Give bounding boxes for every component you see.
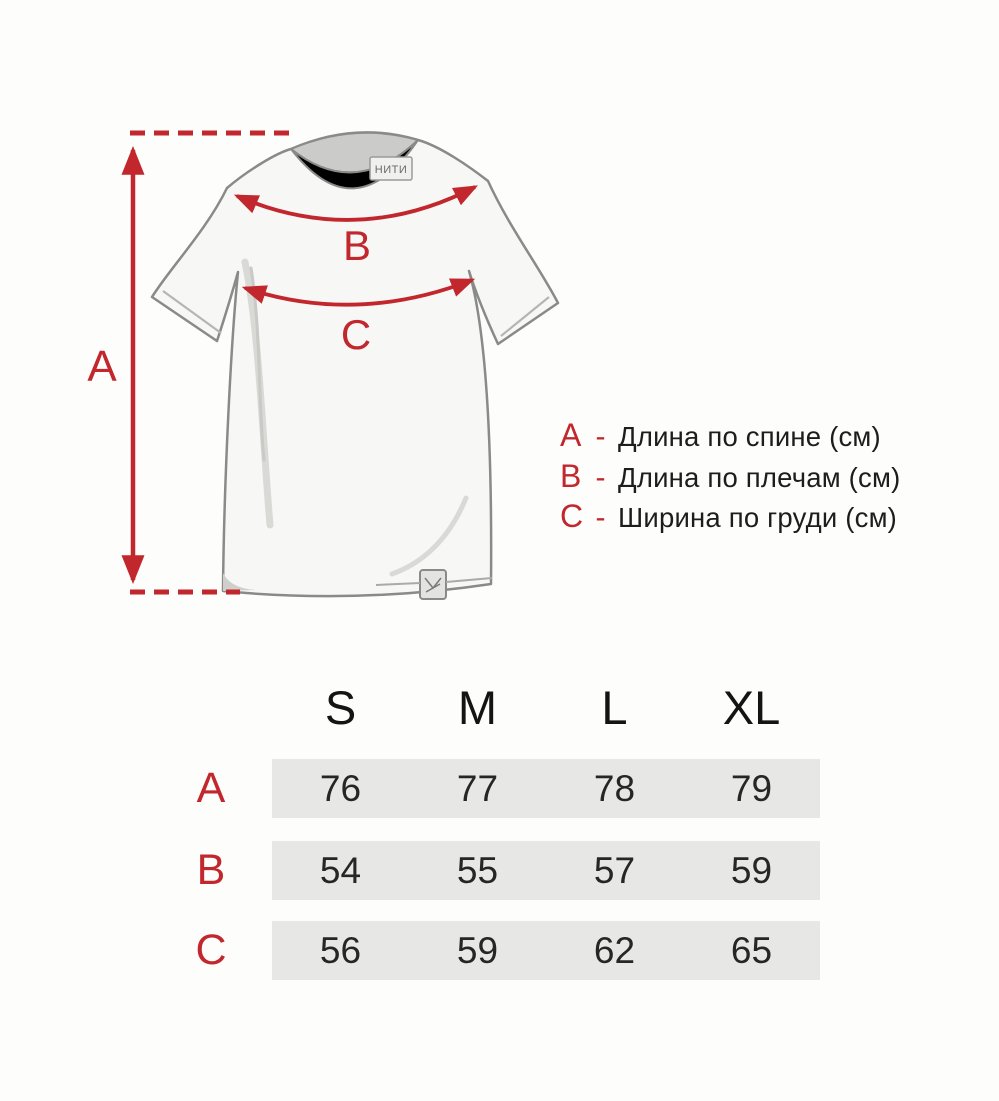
size-value: 57 [593, 850, 636, 891]
collar-tag-text: НИТИ [374, 164, 408, 176]
hem-tag [420, 570, 446, 599]
legend-text-b: Длина по плечам (см) [618, 461, 901, 493]
measure-a-label: A [87, 342, 117, 391]
legend-text-c: Ширина по груди (см) [618, 502, 898, 533]
table-row-label-c: C [195, 926, 227, 974]
size-table-header [272, 681, 820, 734]
size-value: 79 [730, 768, 773, 809]
size-value: 54 [319, 850, 362, 891]
legend-text-a: Длина по спине (см) [618, 421, 881, 452]
size-column-header-s: S [324, 681, 357, 734]
table-row-label-b: B [196, 846, 226, 894]
size-column-header-m: M [457, 681, 498, 734]
size-value: 78 [593, 768, 636, 809]
legend-row-b [560, 458, 900, 499]
legend-dash: - [595, 501, 606, 534]
size-value: 55 [456, 850, 499, 891]
measure-b-label: B [342, 222, 372, 269]
size-value: 59 [456, 930, 499, 971]
legend-dash: - [595, 420, 606, 453]
tshirt-body [152, 132, 558, 596]
size-value: 59 [730, 850, 773, 891]
legend-letter-b: B [560, 457, 582, 494]
table-row-label-a: A [196, 764, 226, 812]
measure-c-label: C [340, 311, 372, 358]
legend-letter-c: C [560, 498, 584, 534]
size-value: 76 [319, 768, 362, 809]
size-value: 65 [730, 930, 773, 971]
legend-row-c [560, 498, 900, 539]
size-value: 56 [319, 930, 362, 971]
size-value: 77 [456, 768, 499, 809]
legend-dash: - [595, 460, 606, 494]
table-row-c [272, 921, 820, 980]
legend-letter-a: A [560, 417, 582, 453]
table-row-a [272, 759, 820, 818]
legend-row-a [560, 417, 900, 458]
size-column-header-l: L [601, 681, 628, 734]
size-column-header-xl: XL [722, 681, 781, 734]
measurement-legend [560, 417, 900, 539]
table-row-b [272, 841, 820, 900]
size-value: 62 [593, 930, 636, 971]
